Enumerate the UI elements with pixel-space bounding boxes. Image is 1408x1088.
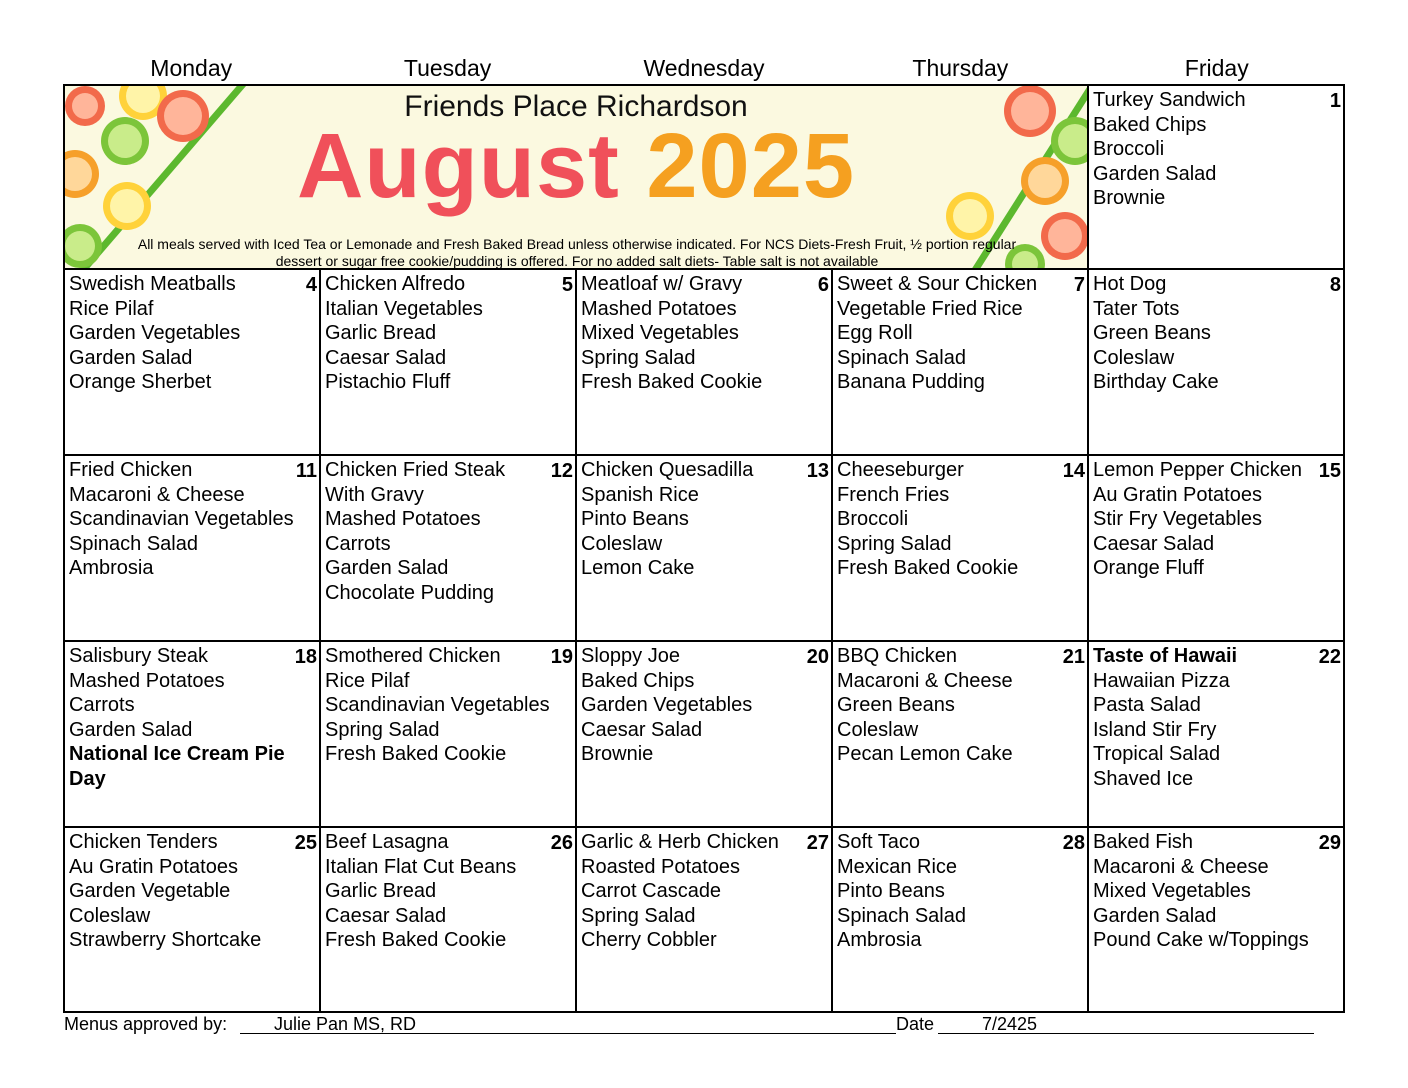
menu-item: French Fries	[837, 483, 950, 506]
date-label: Date	[896, 1014, 935, 1034]
menu-item: Carrot Cascade	[581, 880, 722, 902]
menu-item: Baked Chips	[1093, 113, 1207, 136]
day-number: 29	[1318, 832, 1341, 854]
day-number: 13	[806, 460, 829, 482]
weekday-thursday: Thursday	[912, 55, 1009, 81]
menu-item: Salisbury Steak	[69, 645, 208, 667]
menu-items-list	[581, 830, 807, 953]
menu-item: Brownie	[581, 743, 654, 765]
meal-service-note	[69, 236, 1085, 270]
weekday-friday: Friday	[1184, 55, 1249, 81]
menu-item: Garden Vegetable	[69, 880, 231, 902]
menu-item: Swedish Meatballs	[69, 273, 236, 295]
menu-item: Spinach Salad	[837, 346, 966, 369]
day-number: 7	[1073, 274, 1085, 296]
menu-items-list	[325, 458, 551, 605]
approved-by-name: Julie Pan MS, RD	[274, 1014, 417, 1034]
weekday-header-row	[63, 52, 1345, 84]
menu-item: Mixed Vegetables	[581, 322, 739, 344]
menu-item: Chicken Alfredo	[325, 273, 466, 295]
day-cell	[65, 456, 321, 642]
day-number: 22	[1318, 646, 1341, 668]
menu-item: Broccoli	[1093, 138, 1165, 160]
menu-items-list	[69, 644, 295, 791]
menu-item: Spinach Salad	[69, 532, 198, 555]
special-event-item: National Ice Cream Pie Day	[69, 743, 285, 790]
menu-item: Ambrosia	[837, 929, 922, 951]
menu-item: Spring Salad	[581, 346, 696, 369]
approval-footer	[64, 1011, 1324, 1037]
menu-item: Strawberry Shortcake	[69, 929, 262, 951]
note-line-2: dessert or sugar free cookie/pudding is offered. For no added salt diets- Table salt is not available	[275, 253, 879, 269]
day-cell	[1089, 456, 1343, 642]
menu-item: Shaved Ice	[1093, 767, 1194, 790]
day-cell	[65, 828, 321, 1011]
menu-item: Lemon Cake	[581, 557, 695, 579]
menu-items-list	[69, 458, 295, 581]
day-cell	[1089, 86, 1343, 270]
menu-item: Mashed Potatoes	[581, 297, 737, 320]
menu-item: Rice Pilaf	[325, 669, 410, 692]
menu-item: Roasted Potatoes	[581, 855, 740, 878]
day-cell	[577, 828, 833, 1011]
menu-items-list	[837, 458, 1063, 581]
location-title: Friends Place Richardson	[404, 90, 748, 123]
menu-item: Coleslaw	[581, 532, 663, 555]
day-number: 6	[817, 274, 829, 296]
menu-item: Tater Tots	[1093, 297, 1180, 320]
day-cell	[577, 456, 833, 642]
menu-item: Coleslaw	[1093, 346, 1175, 369]
menu-item: Spinach Salad	[837, 904, 966, 927]
day-cell	[833, 270, 1089, 456]
menu-item: Italian Flat Cut Beans	[325, 855, 517, 878]
day-cell	[1089, 270, 1343, 456]
day-number: 14	[1062, 460, 1085, 482]
menu-item: Tropical Salad	[1093, 743, 1221, 765]
menu-item: Mexican Rice	[837, 855, 958, 878]
menu-items-list	[837, 644, 1063, 767]
menu-item: Sloppy Joe	[581, 645, 680, 667]
menu-item: Carrots	[69, 694, 135, 716]
weekday-wednesday: Wednesday	[643, 55, 765, 81]
menu-item: Garden Vegetables	[69, 322, 241, 344]
menu-item: Garden Vegetables	[581, 694, 753, 716]
menu-item: Pecan Lemon Cake	[837, 743, 1013, 765]
menu-item: Stir Fry Vegetables	[1093, 508, 1262, 530]
menu-item: Au Gratin Potatoes	[69, 855, 238, 878]
menu-item: Coleslaw	[837, 718, 919, 741]
menu-item: Au Gratin Potatoes	[1093, 483, 1262, 506]
day-number: 8	[1329, 274, 1341, 296]
day-cell	[577, 642, 833, 828]
day-cell	[321, 642, 577, 828]
day-cell	[1089, 642, 1343, 828]
menu-item: Meatloaf w/ Gravy	[581, 273, 743, 295]
menu-item: Fresh Baked Cookie	[325, 929, 507, 951]
menu-item: Macaroni & Cheese	[69, 483, 245, 506]
menu-item: Chicken Quesadilla	[581, 459, 754, 481]
day-number: 5	[561, 274, 573, 296]
menu-item: Scandinavian Vegetables	[325, 694, 550, 716]
menu-item: Pinto Beans	[837, 880, 945, 902]
day-cell	[833, 642, 1089, 828]
menu-item: Cheeseburger	[837, 459, 964, 481]
day-cell	[577, 270, 833, 456]
menu-items-list	[581, 458, 807, 581]
menu-item: Italian Vegetables	[325, 297, 483, 320]
day-number: 4	[305, 274, 317, 296]
day-number: 11	[295, 460, 317, 482]
menu-item: Pinto Beans	[581, 508, 689, 530]
menu-item: Mashed Potatoes	[69, 669, 225, 692]
menu-item: Smothered Chicken	[325, 645, 501, 667]
menu-item: Caesar Salad	[325, 904, 447, 927]
menu-item: Pound Cake w/Toppings	[1093, 929, 1309, 951]
month-year-title	[65, 114, 1087, 219]
menu-item: Fresh Baked Cookie	[837, 557, 1019, 579]
day-cell	[1089, 828, 1343, 1011]
day-number: 20	[806, 646, 829, 668]
menu-item: Island Stir Fry	[1093, 718, 1217, 741]
menu-item: Vegetable Fried Rice	[837, 297, 1023, 320]
menu-item: Caesar Salad	[325, 346, 447, 369]
menu-item: Garden Salad	[1093, 904, 1217, 927]
menu-item: Fresh Baked Cookie	[581, 371, 763, 393]
menu-theme-title: Taste of Hawaii	[1093, 645, 1238, 667]
menu-item: Sweet & Sour Chicken	[837, 273, 1038, 295]
menu-items-list	[69, 830, 295, 953]
menu-item: Coleslaw	[69, 904, 151, 927]
day-cell	[321, 270, 577, 456]
menu-item: Caesar Salad	[581, 718, 703, 741]
menu-item: Egg Roll	[837, 322, 913, 344]
menu-item: Spring Salad	[581, 904, 696, 927]
menu-items-list	[837, 830, 1063, 953]
menu-item: Brownie	[1093, 187, 1166, 209]
menu-item: Ambrosia	[69, 557, 154, 579]
date-value: 7/2425	[982, 1014, 1038, 1034]
day-number: 27	[806, 832, 829, 854]
menu-item: Beef Lasagna	[325, 831, 449, 853]
day-number: 15	[1318, 460, 1341, 482]
menu-item: Garden Salad	[69, 718, 193, 741]
menu-items-list	[1093, 272, 1319, 395]
menu-items-list	[325, 644, 551, 767]
menu-item: Pistachio Fluff	[325, 371, 451, 393]
day-cell	[65, 642, 321, 828]
menu-item: Green Beans	[837, 694, 955, 716]
menu-item: Macaroni & Cheese	[1093, 855, 1269, 878]
menu-items-list	[581, 272, 807, 395]
menu-items-list	[325, 272, 551, 395]
menu-item: Banana Pudding	[837, 371, 985, 393]
menu-item: Rice Pilaf	[69, 297, 154, 320]
day-cell	[833, 828, 1089, 1011]
menu-item: Orange Sherbet	[69, 371, 212, 393]
day-number: 1	[1329, 90, 1341, 112]
menu-items-list	[837, 272, 1063, 395]
menu-item: Chicken Tenders	[69, 831, 218, 853]
menu-item: Fried Chicken	[69, 459, 193, 481]
menu-item: Scandinavian Vegetables	[69, 508, 294, 530]
menu-item: Garlic Bread	[325, 322, 437, 344]
note-line-1: All meals served with Iced Tea or Lemonade and Fresh Baked Bread unless otherwise indicated. For NCS Diets-Fresh Fruit, ½ portion regular	[137, 236, 1017, 252]
menu-item: Cherry Cobbler	[581, 929, 717, 951]
day-number: 12	[550, 460, 573, 482]
menu-item: Garden Salad	[1093, 162, 1217, 185]
menu-item: Lemon Pepper Chicken	[1093, 459, 1303, 481]
day-number: 18	[294, 646, 317, 668]
menu-item: Chicken Fried Steak	[325, 459, 506, 481]
menu-item: Orange Fluff	[1093, 557, 1204, 579]
day-cell	[833, 456, 1089, 642]
menu-items-list	[325, 830, 551, 953]
menu-calendar-grid	[63, 84, 1345, 1013]
menu-item: Baked Chips	[581, 669, 695, 692]
menu-item: Broccoli	[837, 508, 909, 530]
menu-items-list	[1093, 830, 1319, 953]
weekday-monday: Monday	[150, 55, 233, 81]
menu-item: Garden Salad	[325, 557, 449, 579]
day-number: 28	[1062, 832, 1085, 854]
menu-item: Garden Salad	[69, 346, 193, 369]
menu-items-list	[69, 272, 295, 395]
menu-item: Hawaiian Pizza	[1093, 669, 1230, 692]
menu-item: With Gravy	[325, 483, 424, 506]
day-number: 25	[294, 832, 317, 854]
menu-item: Hot Dog	[1093, 273, 1167, 295]
year: 2025	[646, 115, 856, 217]
day-number: 26	[550, 832, 573, 854]
day-cell	[321, 456, 577, 642]
menu-item: Garlic Bread	[325, 880, 437, 902]
menu-item: Spring Salad	[837, 532, 952, 555]
menu-items-list	[581, 644, 807, 767]
menu-item: Mashed Potatoes	[325, 508, 481, 530]
weekday-tuesday: Tuesday	[403, 55, 492, 81]
menu-items-list	[1093, 88, 1319, 211]
menu-item: Carrots	[325, 532, 391, 555]
menu-item: Soft Taco	[837, 831, 921, 853]
menu-item: Chocolate Pudding	[325, 581, 495, 604]
menu-item: Birthday Cake	[1093, 371, 1219, 393]
approved-by-label: Menus approved by:	[64, 1014, 228, 1034]
month-name: August	[296, 115, 620, 217]
menu-item: Spanish Rice	[581, 483, 699, 506]
menu-item: Pasta Salad	[1093, 694, 1201, 716]
menu-item: Garlic & Herb Chicken	[581, 831, 779, 853]
day-cell	[65, 270, 321, 456]
menu-item: Green Beans	[1093, 322, 1211, 344]
menu-item: Baked Fish	[1093, 831, 1194, 853]
month-banner	[65, 86, 1089, 270]
menu-items-list	[1093, 458, 1319, 581]
menu-item: Fresh Baked Cookie	[325, 743, 507, 765]
menu-item: Caesar Salad	[1093, 532, 1215, 555]
menu-item: BBQ Chicken	[837, 645, 958, 667]
menu-items-list	[1093, 644, 1319, 791]
day-cell	[321, 828, 577, 1011]
menu-item: Spring Salad	[325, 718, 440, 741]
day-number: 19	[550, 646, 573, 668]
menu-item: Mixed Vegetables	[1093, 880, 1251, 902]
menu-item: Turkey Sandwich	[1093, 89, 1246, 111]
day-number: 21	[1062, 646, 1085, 668]
menu-item: Macaroni & Cheese	[837, 669, 1013, 692]
